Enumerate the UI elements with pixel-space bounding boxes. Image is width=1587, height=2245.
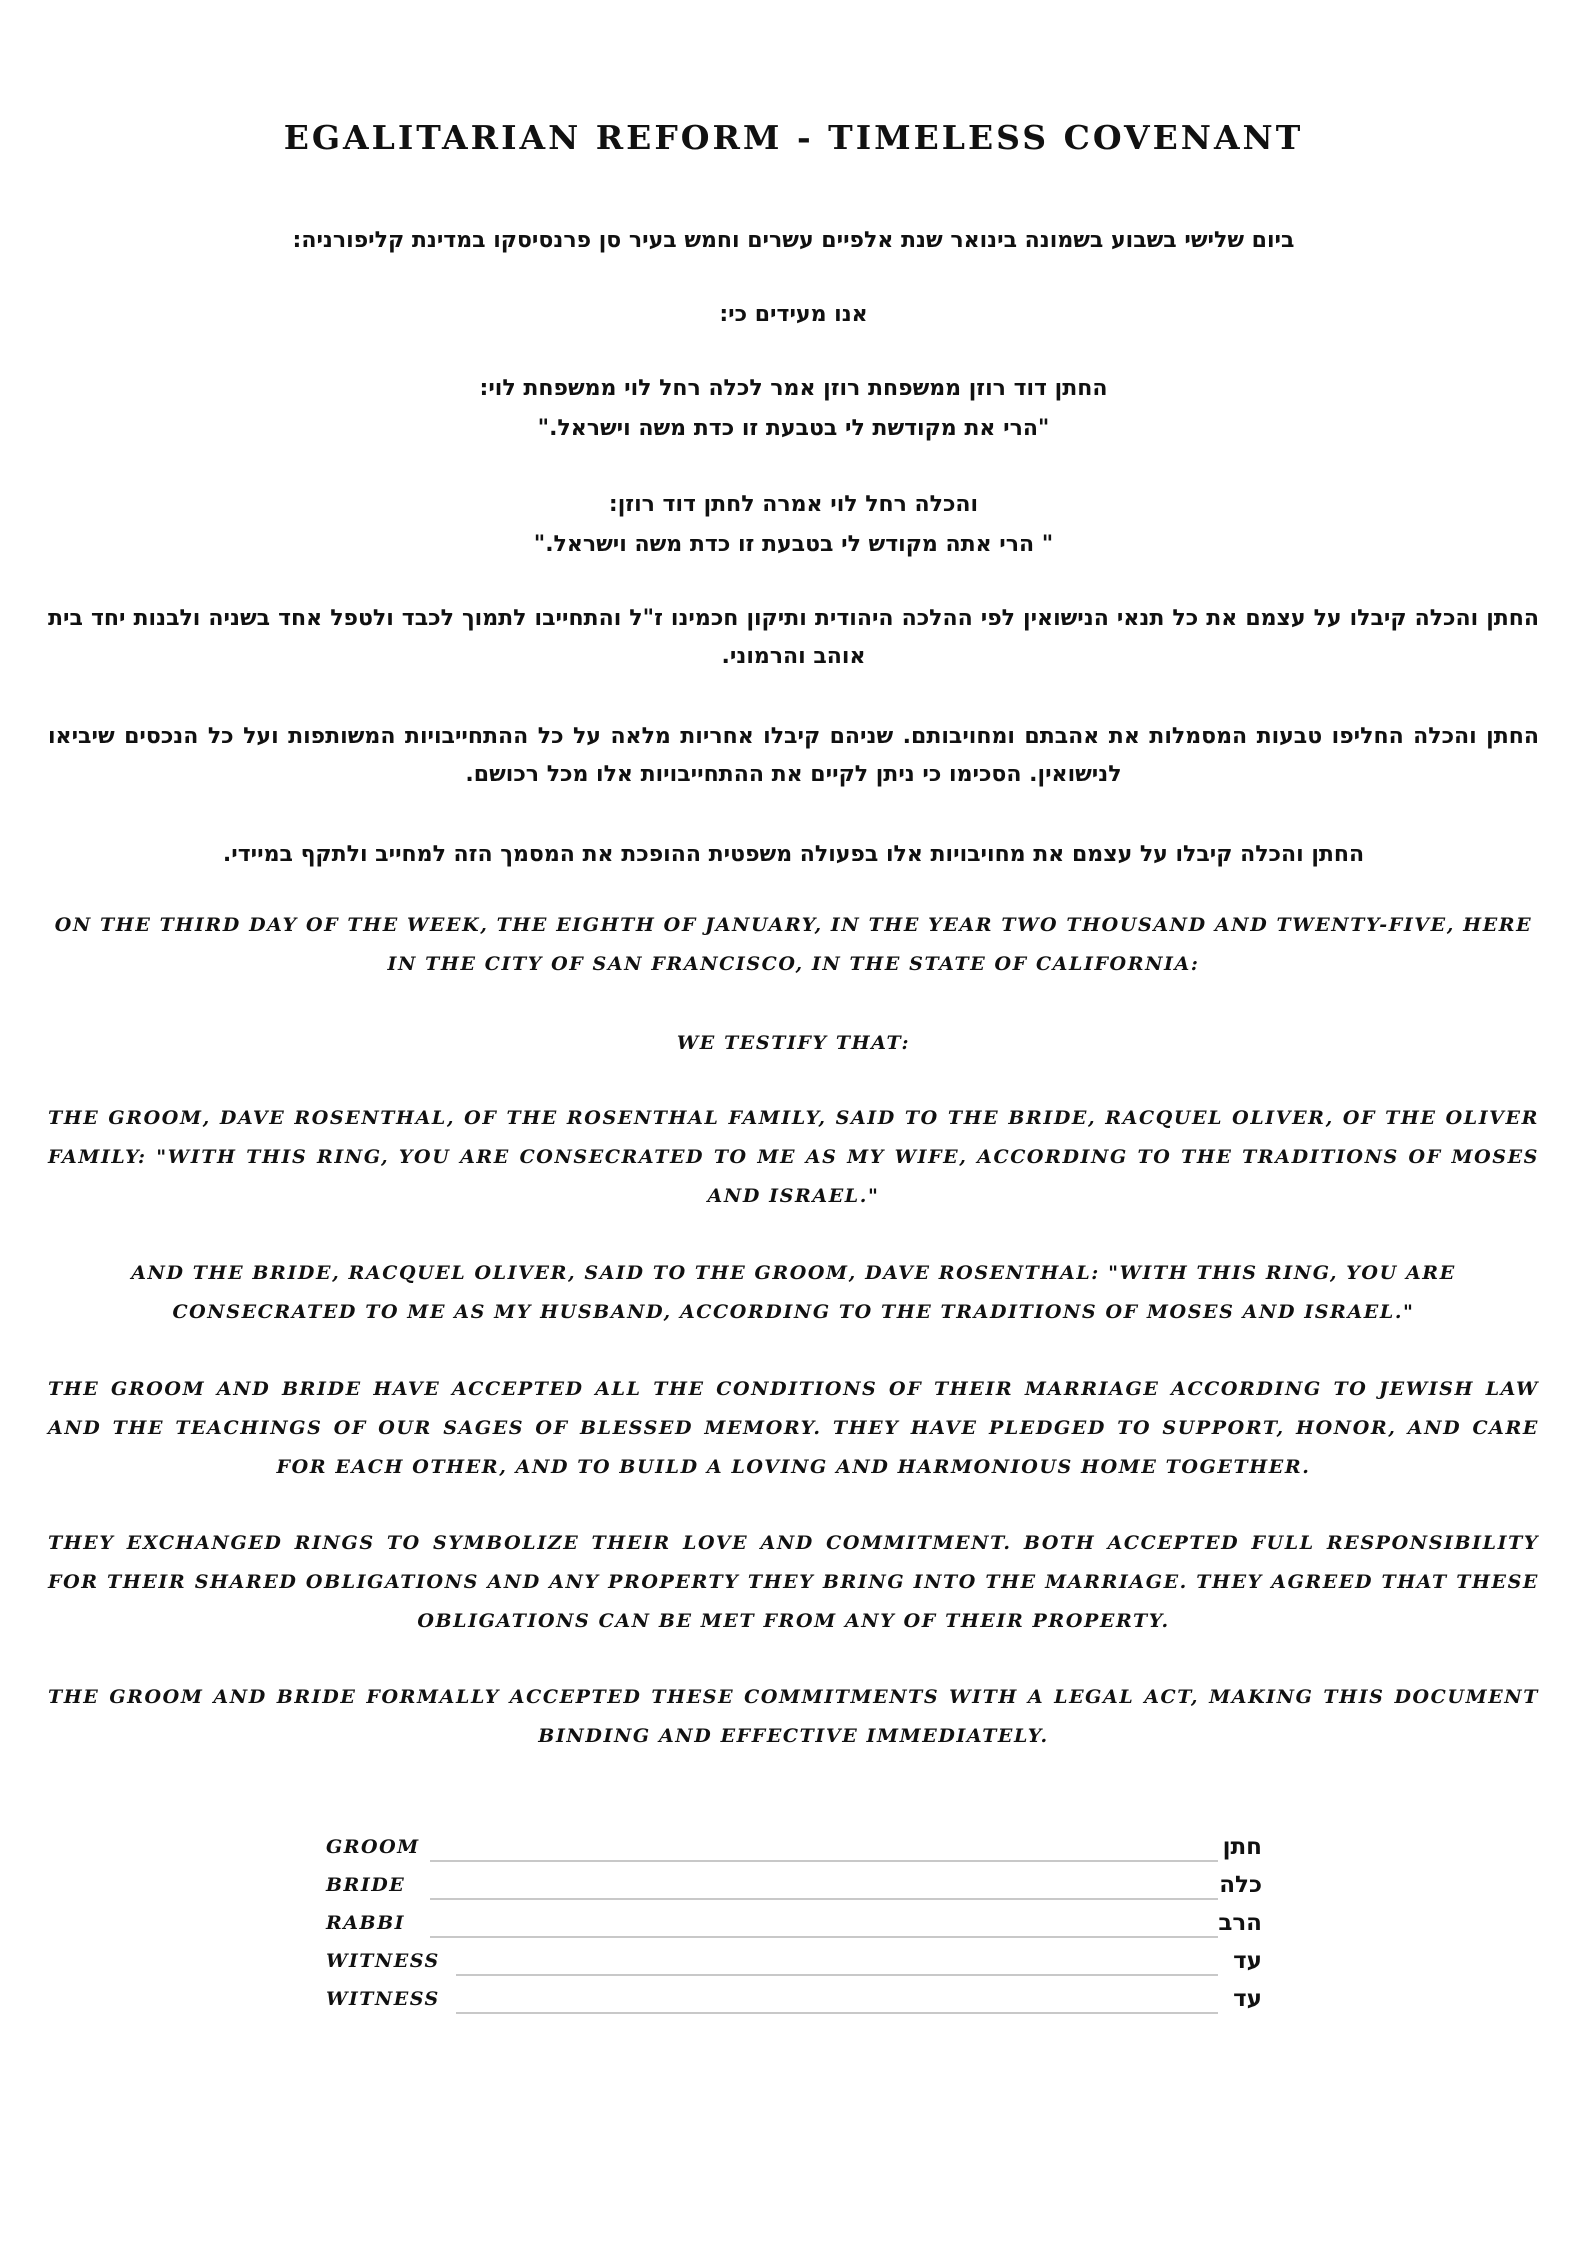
signature-label-hebrew: כלה xyxy=(1219,1872,1262,1898)
hebrew-conditions: החתן והכלה קיבלו על עצמם את כל תנאי הנישואין לפי ההלכה היהודית ותיקון חכמינו ז"ל והתחייבו לתמוך לכבד ולטפל אחד בשניה ולבנות יחד בית אוהב והרמוני. xyxy=(48,606,1539,669)
signature-label-english: WITNESS xyxy=(326,1988,440,2010)
signature-label-hebrew: עד xyxy=(1233,1986,1262,2012)
hebrew-groom-vow: "הרי את מקודשת לי בטבעת זו כדת משה וישראל." xyxy=(537,416,1050,441)
hebrew-bride-statement: והכלה רחל לוי אמרה לחתן דוד רוזן: xyxy=(608,492,979,517)
english-legal-act: THE GROOM AND BRIDE FORMALLY ACCEPTED THESE COMMITMENTS WITH A LEGAL ACT, MAKING THIS DOCUMENT BINDING AND EFFECTIVE IMMEDIATELY. xyxy=(48,1686,1539,1747)
english-bride-vow: AND THE BRIDE, RACQUEL OLIVER, SAID TO THE GROOM, DAVE ROSENTHAL: "WITH THIS RING, YOU ARE CONSECRATED TO ME AS MY HUSBAND, ACCORDING TO THE TRADITIONS OF MOSES AND ISRAEL." xyxy=(131,1262,1456,1323)
english-conditions: THE GROOM AND BRIDE HAVE ACCEPTED ALL THE CONDITIONS OF THEIR MARRIAGE ACCORDING TO JEWISH LAW AND THE TEACHINGS OF OUR SAGES OF BLESSED MEMORY. THEY HAVE PLEDGED TO SUPPORT, HONOR, AND CARE FOR EACH OTHER, AND TO BUILD A LOVING AND HARMONIOUS HOME TOGETHER. xyxy=(48,1378,1539,1478)
hebrew-testify: אנו מעידים כי: xyxy=(719,302,868,327)
signature-label-english: GROOM xyxy=(326,1836,420,1858)
signature-label-hebrew: הרב xyxy=(1218,1910,1262,1936)
signature-label-english: WITNESS xyxy=(326,1950,440,1972)
signature-line[interactable] xyxy=(430,1898,1218,1900)
hebrew-rings: החתן והכלה החליפו טבעות המסמלות את אהבתם ומחויבותם. שניהם קיבלו אחריות מלאה על כל ההתחייבויות המשותפות ועל כל הנכסים שיביאו לנישואין. הסכימו כי ניתן לקיים את ההתחייבויות אלו מכל רכושם. xyxy=(48,724,1539,787)
signature-row-bride xyxy=(326,1870,1262,1908)
english-testify: WE TESTIFY THAT: xyxy=(676,1032,911,1054)
hebrew-bride-vow: " הרי אתה מקודש לי בטבעת זו כדת משה וישראל." xyxy=(533,532,1054,557)
signature-label-english: BRIDE xyxy=(326,1874,406,1896)
english-date-line: ON THE THIRD DAY OF THE WEEK, THE EIGHTH OF JANUARY, IN THE YEAR TWO THOUSAND AND TWENTY-FIVE, HERE IN THE CITY OF SAN FRANCISCO, IN THE STATE OF CALIFORNIA: xyxy=(54,914,1533,975)
hebrew-groom-statement: החתן דוד רוזן ממשפחת רוזן אמר לכלה רחל לוי ממשפחת לוי: xyxy=(479,376,1108,401)
signature-label-english: RABBI xyxy=(326,1912,406,1934)
signature-label-hebrew: חתן xyxy=(1222,1834,1262,1860)
document-title: EGALITARIAN REFORM - TIMELESS COVENANT xyxy=(283,118,1304,157)
english-groom-vow: THE GROOM, DAVE ROSENTHAL, OF THE ROSENTHAL FAMILY, SAID TO THE BRIDE, RACQUEL OLIVER, OF THE OLIVER FAMILY: "WITH THIS RING, YOU ARE CONSECRATED TO ME AS MY WIFE, ACCORDING TO THE TRADITIONS OF MOSES AND ISRAEL." xyxy=(48,1107,1539,1207)
signature-line[interactable] xyxy=(430,1860,1218,1862)
signature-line[interactable] xyxy=(430,1936,1218,1938)
signature-line[interactable] xyxy=(456,1974,1218,1976)
english-rings: THEY EXCHANGED RINGS TO SYMBOLIZE THEIR LOVE AND COMMITMENT. BOTH ACCEPTED FULL RESPONSIBILITY FOR THEIR SHARED OBLIGATIONS AND ANY PROPERTY THEY BRING INTO THE MARRIAGE. THEY AGREED THAT THESE OBLIGATIONS CAN BE MET FROM ANY OF THEIR PROPERTY. xyxy=(48,1532,1539,1632)
signature-row-rabbi xyxy=(326,1908,1262,1946)
signature-block xyxy=(326,1832,1262,2022)
signature-row-witness-2 xyxy=(326,1984,1262,2022)
signature-label-hebrew: עד xyxy=(1233,1948,1262,1974)
signature-row-witness-1 xyxy=(326,1946,1262,1984)
signature-line[interactable] xyxy=(456,2012,1218,2014)
hebrew-legal-act: החתן והכלה קיבלו על עצמם את מחויבויות אלו בפעולה משפטית ההופכת את המסמך הזה למחייב ולתקף במיידי. xyxy=(222,842,1365,867)
signature-row-groom xyxy=(326,1832,1262,1870)
hebrew-date-line: ביום שלישי בשבוע בשמונה בינואר שנת אלפיים עשרים וחמש בעיר סן פרנסיסקו במדינת קליפורניה: xyxy=(292,228,1295,253)
